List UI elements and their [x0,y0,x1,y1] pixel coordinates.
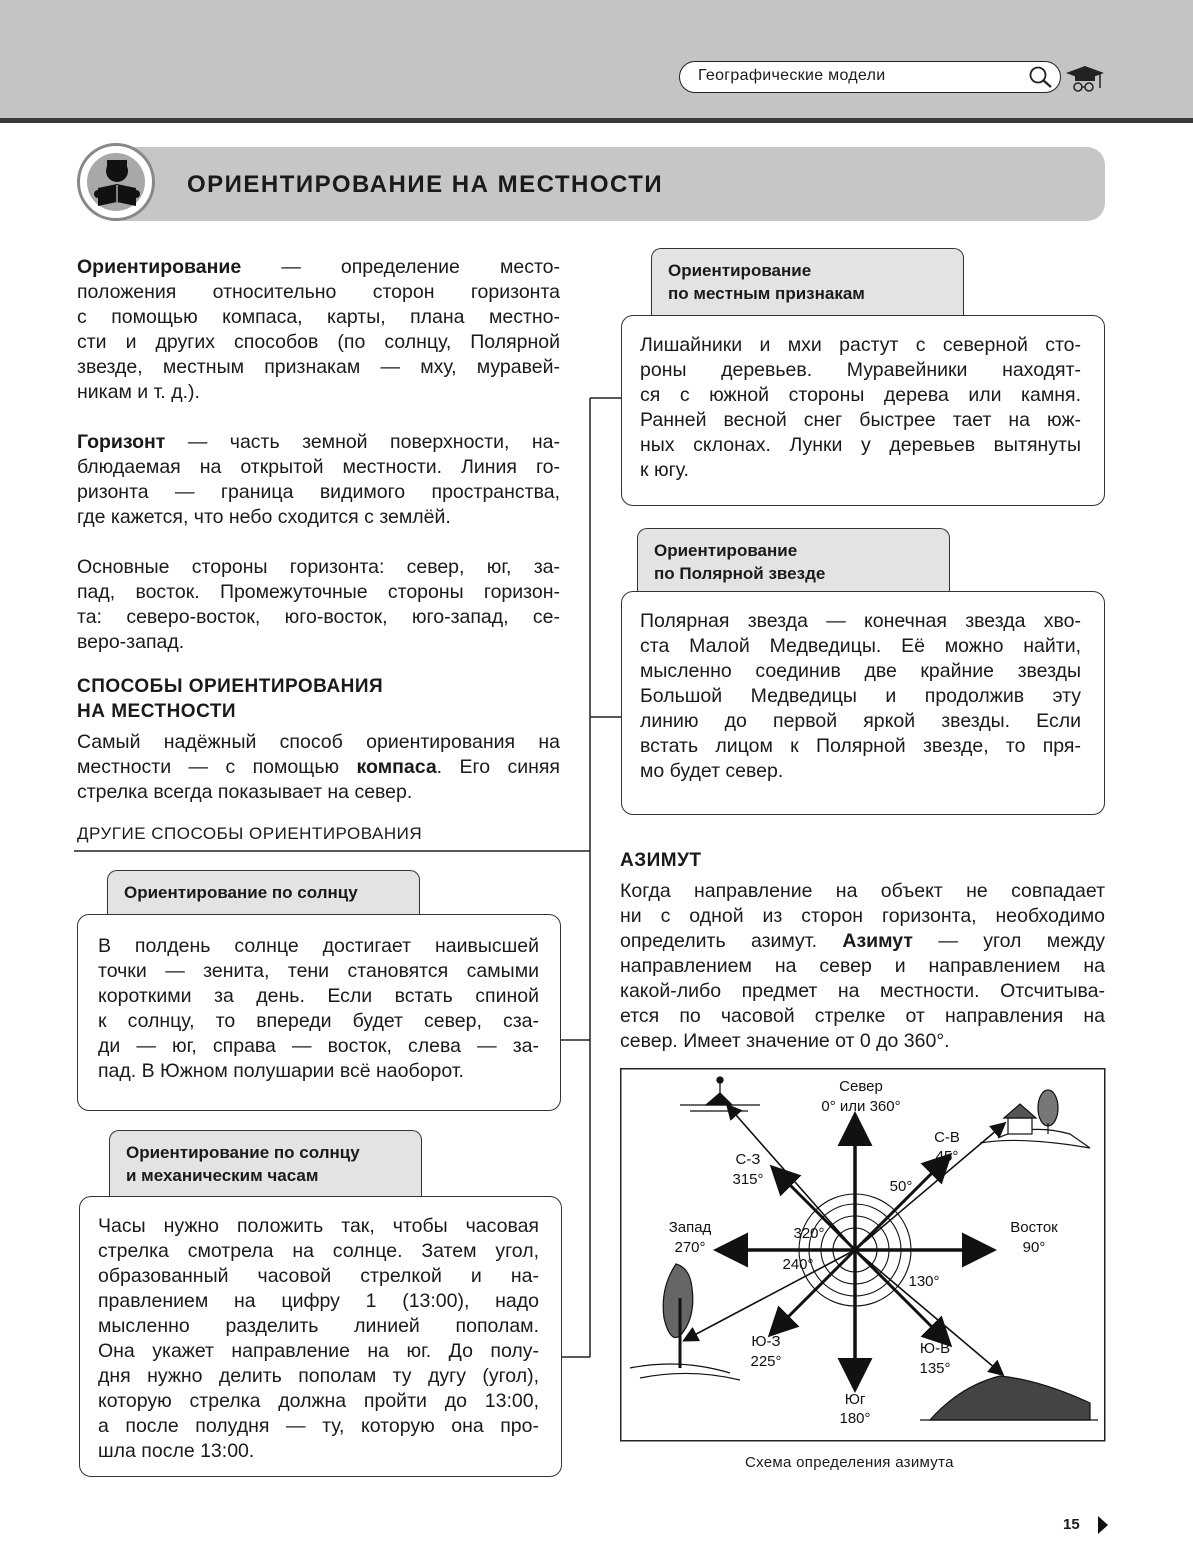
tab-sun: Ориентирование по солнцу [107,870,420,915]
heading-azimuth: АЗИМУТ [620,850,702,871]
search-label: Географические модели [698,67,886,84]
tab-local-signs: Ориентирование по местным признакам [651,248,964,316]
label-se-deg: 135° [919,1360,951,1377]
page-title: ОРИЕНТИРОВАНИЕ НА МЕСТНОСТИ [187,171,664,198]
paragraph-azimuth: Когда направление на объект не совпадает ни с одной из сторон горизонта, необходимо определить азимут. Азимут — угол между направлением на север и направлением на какой-либо предмет на местности. Отсчитыва- ется по часовой стрелке от направления на север. Имеет значение от 0 до 360°. [620,880,1105,1052]
label-south-deg: 180° [839,1410,871,1427]
label-angle-50: 50° [889,1178,913,1195]
paragraph-directions: Основные стороны горизонта: север, юг, за- пад, восток. Промежуточные стороны горизон- та: северо-восток, юго-восток, юго-запад, се- веро-запад. [77,556,560,653]
label-east: Восток [1010,1219,1058,1236]
label-angle-240: 240° [782,1256,814,1273]
label-west: Запад [668,1219,712,1236]
label-angle-130: 130° [908,1273,940,1290]
label-west-deg: 270° [674,1239,706,1256]
other-methods-label: ДРУГИЕ СПОСОБЫ ОРИЕНТИРОВАНИЯ [77,824,423,843]
label-north: Север [839,1078,883,1095]
label-angle-320: 320° [793,1225,825,1242]
tab-polar-star: Ориентирование по Полярной звезде [637,528,950,592]
next-page-arrow-icon[interactable] [1098,1516,1108,1534]
paragraph-orientation: Ориентирование — определение место- положения относительно сторон горизонта с помощью компаса, карты, плана местно- сти и других способов (по солнцу, Полярной звезде, местным признакам — мху, муравей- никам и т. д.). [77,256,560,403]
box-polar-star: Полярная звезда — конечная звезда хво- ста Малой Медведицы. Её можно найти, мысленно соединив две крайние звезды Большой Медведицы и продолжив эту линию до первой яркой звезды. Если встать лицом к Полярной звезде, то пря- мо будет север. [621,591,1105,815]
label-nw: С-З [735,1151,761,1168]
box-local-signs: Лишайники и мхи растут с северной сто- роны деревьев. Муравейники находят- ся с южной стороны дерева или камня. Ранней весной снег быстрее тает на юж- ных склонах. Лунки у деревьев вытянуты к югу. [621,315,1105,506]
diagram-caption: Схема определения азимута [745,1454,954,1471]
paragraph-horizon: Горизонт — часть земной поверхности, на- блюдаемая на открытой местности. Линия го- ризонта — граница видимого пространства, где кажется, что небо сходится с землёй. [77,431,560,528]
paragraph-compass: Самый надёжный способ ориентирования на местности — с помощью компаса. Его синяя стрелка всегда показывает на север. [77,731,560,803]
label-se: Ю-В [919,1340,951,1357]
label-ne: С-В [934,1129,960,1146]
label-north-deg: 0° или 360° [821,1098,901,1115]
heading-methods: СПОСОБЫ ОРИЕНТИРОВАНИЯ НА МЕСТНОСТИ [77,676,384,722]
box-sun: В полдень солнце достигает наивысшей точки — зенита, тени становятся самыми короткими за день. Если встать спиной к солнцу, то впереди будет север, сза- ди — юг, справа — восток, слева — за- пад. В Южном полушарии всё наоборот. [77,914,561,1111]
page-number: 15 [1063,1516,1080,1533]
term-horizon: Горизонт [77,431,166,453]
term-orientation: Ориентирование [77,256,242,278]
label-south: Юг [844,1391,866,1408]
label-east-deg: 90° [1022,1239,1046,1256]
label-nw-deg: 315° [732,1171,764,1188]
label-sw-deg: 225° [750,1353,782,1370]
tab-sun-clock: Ориентирование по солнцу и механическим часам [109,1130,422,1197]
azimuth-diagram [620,1068,1106,1442]
box-sun-clock: Часы нужно положить так, чтобы часовая стрелка смотрела на солнце. Затем угол, образованный часовой стрелкой и на- правлением на цифру 1 (13:00), надо мысленно разделить линией пополам. Она укажет направление на юг. До полу- дня нужно делить пополам ту дугу (угол), которую стрелка должна пройти до 13:00, а после полудня — ту, которую она про- шла после 13:00. [79,1196,562,1477]
label-sw: Ю-З [751,1333,781,1350]
label-ne-deg: 45° [935,1148,959,1165]
